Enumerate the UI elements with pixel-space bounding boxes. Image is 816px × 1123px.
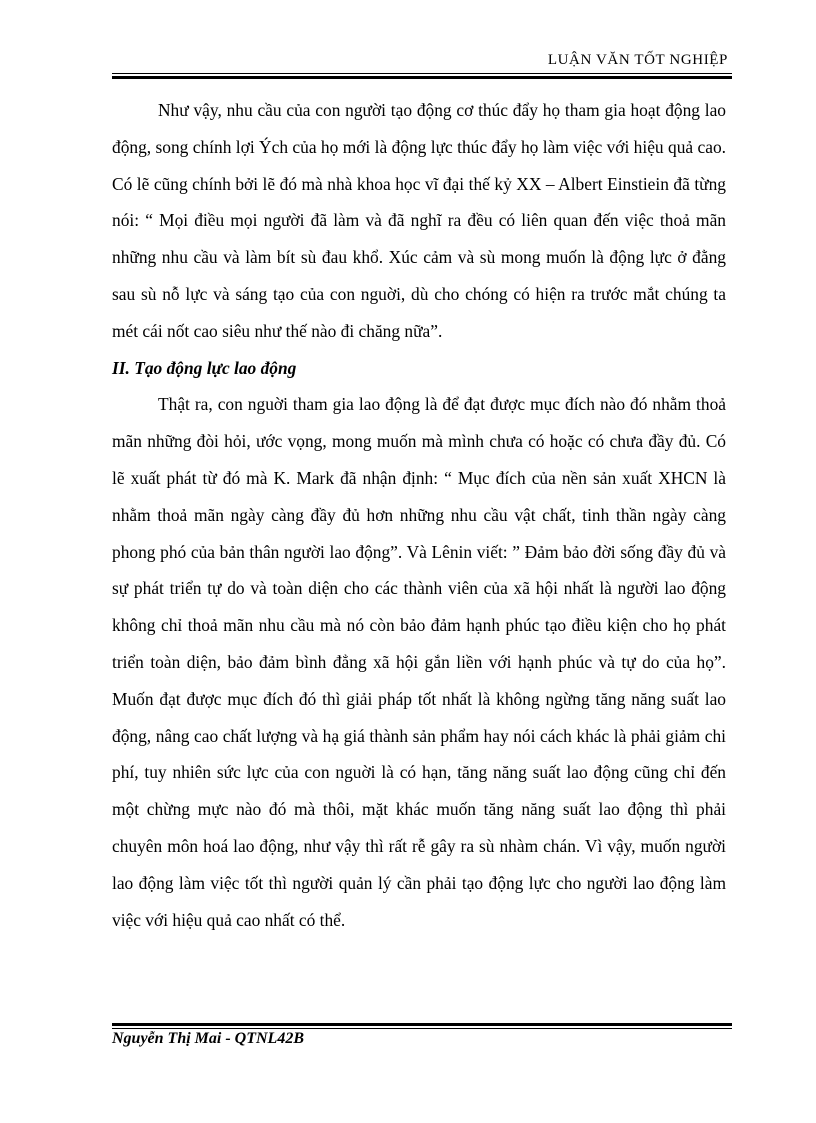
body-content <box>112 92 726 938</box>
header-rule-thick <box>112 76 732 79</box>
paragraph-1: Như vậy, nhu cầu của con người tạo động cơ thúc đẩy họ tham gia hoạt động lao động, song chính lợi Ých của họ mới là động lực thúc đẩy họ làm việc với hiệu quả cao. Có lẽ cũng chính bởi lẽ đó mà nhà khoa học vĩ đại thế kỷ XX – Albert Einstiein đã từng nói: “ Mọi điều mọi người đã làm và đã nghĩ ra đều có liên quan đến việc thoả mãn những nhu cầu và làm bít sù đau khổ. Xúc cảm và sù mong muốn là động lực ở đằng sau sù nỗ lực và sáng tạo của con nguời, dù cho chóng có hiện ra trước mắt chúng ta mét cái nốt cao siêu như thế nào đi chăng nữa”. <box>112 100 726 341</box>
paragraph-2: Thật ra, con nguời tham gia lao động là để đạt được mục đích nào đó nhằm thoả mãn những đòi hỏi, ước vọng, mong muốn mà mình chưa có hoặc có chưa đầy đủ. Có lẽ xuất phát từ đó mà K. Mark đã nhận định: “ Mục đích của nền sản xuất XHCN là nhằm thoả mãn ngày càng đầy đủ hơn những nhu cầu vật chất, tinh thần ngày càng phong phó của bản thân người lao động”. Và Lênin viết: ” Đảm bảo đời sống đầy đủ và sự phát triển tự do và toàn diện cho các thành viên của xã hội nhất là người lao động không chỉ thoả mãn nhu cầu mà nó còn bảo đảm hạnh phúc tạo điều kiện cho họ phát triển toàn diện, bảo đảm bình đẳng xã hội gắn liền với hạnh phúc và tự do của họ”. Muốn đạt được mục đích đó thì giải pháp tốt nhất là không ngừng tăng năng suất lao động, nâng cao chất lượng và hạ giá thành sản phẩm hay nói cách khác là phải giảm chi phí, tuy nhiên sức lực của con nguời là có hạn, tăng năng suất lao động cũng chỉ đến một chừng mực nào đó mà thôi, mặt khác muốn tăng năng suất lao động thì phải chuyên môn hoá lao động, như vậy thì rất rễ gây ra sù nhàm chán. Vì vậy, muốn người lao động làm việc tốt thì người quản lý cần phải tạo động lực cho người lao động làm việc với hiệu quả cao nhất có thể. <box>112 394 726 930</box>
header-rule-thin <box>112 73 732 74</box>
footer-rule-thin <box>112 1028 732 1029</box>
footer-rule-thick <box>112 1023 732 1026</box>
section-heading: II. Tạo động lực lao động <box>112 357 297 378</box>
header-title: LUẬN VĂN TỐT NGHIỆP <box>547 52 728 68</box>
footer-author: Nguyễn Thị Mai - QTNL42B <box>112 1030 304 1047</box>
